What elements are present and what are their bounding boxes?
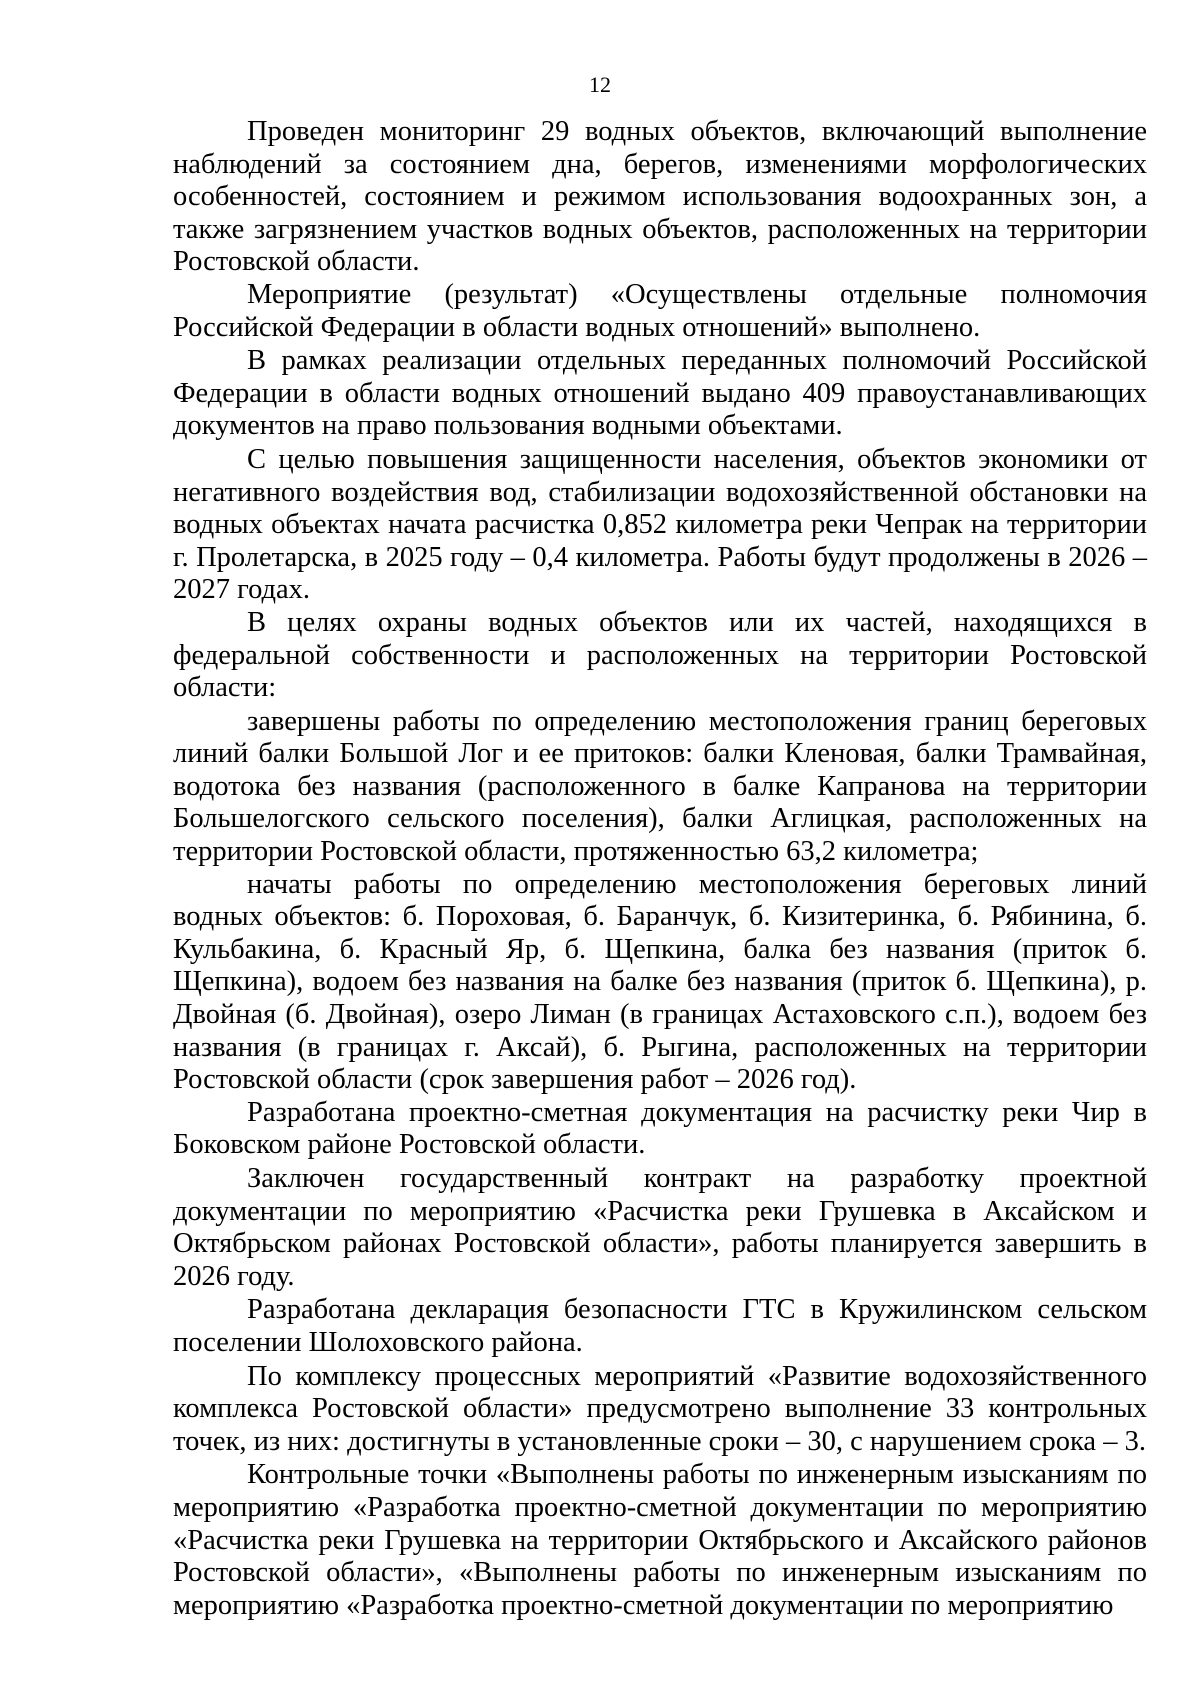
page-number: 12 (589, 72, 611, 97)
paragraph-federal-powers-result: Мероприятие (результат) «Осуществлены отдельные полномочия Российской Федерации в области водных отношений» выполнено. (173, 278, 1147, 343)
paragraph-chir-river-design: Разработана проектно-сметная документация на расчистку реки Чир в Боковском районе Ростовской области. (173, 1096, 1147, 1161)
paragraph-control-points-summary: По комплексу процессных мероприятий «Развитие водохозяйственного комплекса Ростовской области» предусмотрено выполнение 33 контрольных точек, из них: достигнуты в установленные сроки – 30, с нарушением срока – 3. (173, 1360, 1147, 1457)
paragraph-water-monitoring: Проведен мониторинг 29 водных объектов, включающий выполнение наблюдений за состоянием дна, берегов, изменениями морфологических особенностей, состоянием и режимом использования водоохранных зон, а также загрязнением участков водных объектов, расположенных на территории Ростовской области. (173, 116, 1147, 278)
paragraph-shoreline-started: начаты работы по определению местоположения береговых линий водных объектов: б. Пороховая, б. Баранчук, б. Кизитеринка, б. Рябинина, б. Кульбакина, б. Красный Яр, б. Щепкина, балка без названия (приток б. Щепкина), водоем без названия на балке без названия (приток б. Щепкина), р. Двойная (б. Двойная), озеро Лиман (в границах Астаховского с.п.), водоем без названия (в границах г. Аксай), б. Рыгина, расположенных на территории Ростовской области (срок завершения работ – 2026 год). (173, 868, 1147, 1096)
paragraph-grushevka-contract: Заключен государственный контракт на разработку проектной документации по мероприятию «Расчистка реки Грушевка в Аксайском и Октябрьском районах Ростовской области», работы планируется завершить в 2026 году. (173, 1163, 1147, 1292)
paragraph-water-use-documents: В рамках реализации отдельных переданных полномочий Российской Федерации в области водных отношений выдано 409 правоустанавливающих документов на право пользования водными объектами. (173, 345, 1147, 442)
paragraph-safety-declaration: Разработана декларация безопасности ГТС в Кружилинском сельском поселении Шолоховского района. (173, 1294, 1147, 1358)
paragraph-control-points-details: Контрольные точки «Выполнены работы по инженерным изысканиям по мероприятию «Разработка проектно-сметной документации по мероприятию «Расчистка реки Грушевка на территории Октябрьского и Аксайского районов Ростовской области», «Выполнены работы по инженерным изысканиям по мероприятию «Разработка проектно-сметной документации по мероприятию (173, 1459, 1147, 1621)
body-text (173, 116, 1147, 1622)
paragraph-shoreline-completed: завершены работы по определению местоположения границ береговых линий балки Большой Лог и ее притоков: балки Кленовая, балки Трамвайная, водотока без названия (расположенного в балке Капранова на территории Большелогского сельского поселения), балки Аглицкая, расположенных на территории Ростовской области, протяженностью 63,2 километра; (173, 705, 1147, 868)
paragraph-water-protection-intro: В целях охраны водных объектов или их частей, находящихся в федеральной собственности и расположенных на территории Ростовской области: (173, 606, 1147, 704)
paragraph-chepral-river-clearing: С целью повышения защищенности населения, объектов экономики от негативного воздействия вод, стабилизации водохозяйственной обстановки на водных объектах начата расчистка 0,852 километра реки Чепрак на территории г. Пролетарска, в 2025 году – 0,4 километра. Работы будут продолжены в 2026 – 2027 годах. (173, 443, 1147, 606)
